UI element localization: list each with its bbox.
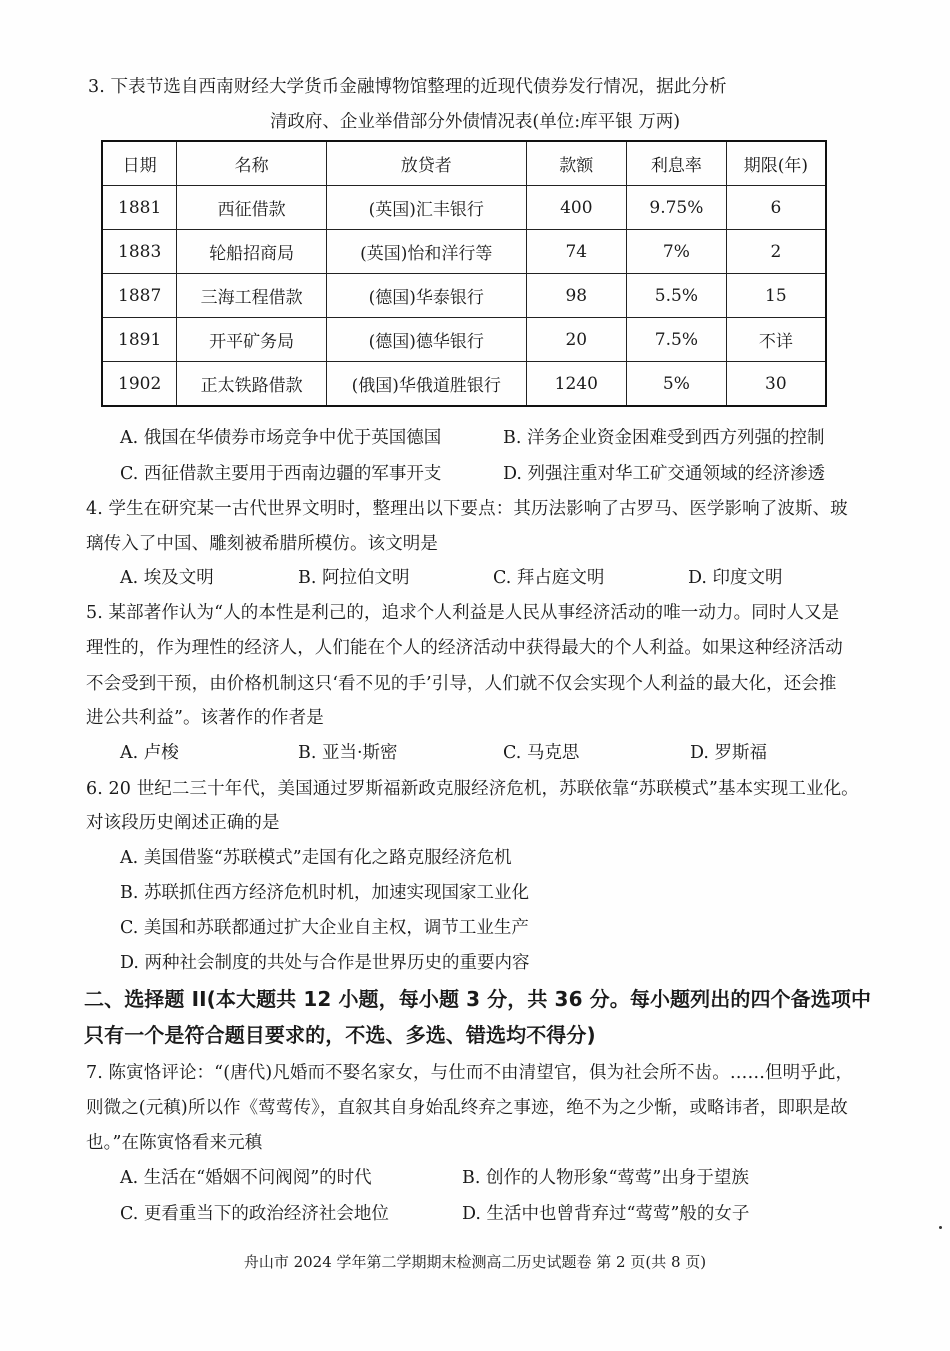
table-header-row [102,141,826,186]
cell-lender: (英国)怡和洋行等 [326,230,526,274]
cell-lender: (德国)德华银行 [326,318,526,362]
cell-term: 不详 [726,318,826,362]
table-title: 清政府、企业举借部分外债情况表(单位:库平银 万两) [269,112,681,132]
cell-rate: 5% [627,362,727,407]
table-row [102,186,826,230]
cell-date: 1883 [102,230,177,274]
q4-option-d[interactable]: D. 印度文明 [688,568,783,588]
scan-speck [939,1226,942,1229]
cell-term: 15 [726,274,826,318]
table-row [102,362,826,407]
col-header-date: 日期 [102,141,177,186]
cell-term: 2 [726,230,826,274]
cell-amount: 98 [526,274,627,318]
q5-option-c[interactable]: C. 马克思 [503,743,580,763]
q7-stem-line1: 7. 陈寅恪评论：“(唐代)凡婚而不娶名家女，与仕而不由清望官，俱为社会所不齿。……但明乎此， [86,1063,854,1083]
q5-stem-line2: 理性的，作为理性的经济人，人们能在个人的经济活动中获得最大的个人利益。如果这种经济活动 [86,638,843,658]
q4-stem-line1: 4. 学生在研究某一古代世界文明时，整理出以下要点：其历法影响了古罗马、医学影响了波斯、玻 [86,499,848,519]
cell-rate: 7% [627,230,727,274]
cell-rate: 5.5% [627,274,727,318]
cell-name: 开平矿务局 [177,318,327,362]
cell-date: 1902 [102,362,177,407]
q4-stem-line2: 璃传入了中国、雕刻被希腊所模仿。该文明是 [86,534,438,554]
q4-option-c[interactable]: C. 拜占庭文明 [493,568,605,588]
q6-stem-line1: 6. 20 世纪二三十年代，美国通过罗斯福新政克服经济危机，苏联依靠“苏联模式”基本实现工业化。 [86,779,859,799]
q7-stem-line3: 也。”在陈寅恪看来元稹 [86,1133,263,1153]
cell-lender: (德国)华泰银行 [326,274,526,318]
q5-stem-line1: 5. 某部著作认为“人的本性是利己的，追求个人利益是人民从事经济活动的唯一动力。同时人又是 [86,603,840,623]
q7-option-d[interactable]: D. 生活中也曾背弃过“莺莺”般的女子 [462,1204,750,1224]
q3-option-b[interactable]: B. 洋务企业资金困难受到西方列强的控制 [503,428,825,448]
cell-name: 正太铁路借款 [177,362,327,407]
foreign-debt-table [101,140,827,407]
q5-stem-line3: 不会受到干预，由价格机制这只‘看不见的手’引导，人们就不仅会实现个人利益的最大化，还会推 [86,674,837,694]
table-row [102,318,826,362]
table-row [102,274,826,318]
cell-amount: 400 [526,186,627,230]
q3-option-d[interactable]: D. 列强注重对华工矿交通领域的经济渗透 [503,464,826,484]
col-header-lender: 放贷者 [326,141,526,186]
col-header-term: 期限(年) [726,141,826,186]
cell-date: 1881 [102,186,177,230]
q7-option-b[interactable]: B. 创作的人物形象“莺莺”出身于望族 [462,1168,749,1188]
q6-option-c[interactable]: C. 美国和苏联都通过扩大企业自主权，调节工业生产 [120,918,529,938]
q5-stem-line4: 进公共利益”。该著作的作者是 [86,708,324,728]
col-header-amount: 款额 [526,141,627,186]
section-heading-line1: 二、选择题 II(本大题共 12 小题，每小题 3 分，共 36 分。每小题列出的四个备选项中 [84,987,872,1011]
q4-option-a[interactable]: A. 埃及文明 [120,568,214,588]
q7-stem-line2: 则微之(元稹)所以作《莺莺传》，直叙其自身始乱终弃之事迹，绝不为之少惭，或略讳者，即职是故 [86,1098,848,1118]
cell-name: 三海工程借款 [177,274,327,318]
q4-option-b[interactable]: B. 阿拉伯文明 [298,568,410,588]
section-heading-line2: 只有一个是符合题目要求的，不选、多选、错选均不得分) [84,1023,596,1047]
col-header-name: 名称 [177,141,327,186]
q3-option-a[interactable]: A. 俄国在华债券市场竞争中优于英国德国 [120,428,442,448]
cell-rate: 9.75% [627,186,727,230]
q6-option-d[interactable]: D. 两种社会制度的共处与合作是世界历史的重要内容 [120,953,530,973]
q5-option-b[interactable]: B. 亚当·斯密 [298,743,398,763]
cell-name: 西征借款 [177,186,327,230]
cell-amount: 20 [526,318,627,362]
cell-term: 30 [726,362,826,407]
q6-stem-line2: 对该段历史阐述正确的是 [86,813,280,833]
cell-amount: 74 [526,230,627,274]
cell-name: 轮船招商局 [177,230,327,274]
cell-lender: (俄国)华俄道胜银行 [326,362,526,407]
page-footer: 舟山市 2024 学年第二学期期末检测高二历史试题卷 第 2 页(共 8 页) [243,1253,707,1271]
cell-date: 1891 [102,318,177,362]
cell-term: 6 [726,186,826,230]
col-header-rate: 利息率 [627,141,727,186]
q7-option-c[interactable]: C. 更看重当下的政治经济社会地位 [120,1204,389,1224]
q6-option-b[interactable]: B. 苏联抓住西方经济危机时机，加速实现国家工业化 [120,883,529,903]
q3-stem: 3. 下表节选自西南财经大学货币金融博物馆整理的近现代债券发行情况，据此分析 [88,77,727,97]
q5-option-d[interactable]: D. 罗斯福 [690,743,768,763]
table-row [102,230,826,274]
q5-option-a[interactable]: A. 卢梭 [120,743,179,763]
cell-rate: 7.5% [627,318,727,362]
q6-option-a[interactable]: A. 美国借鉴“苏联模式”走国有化之路克服经济危机 [120,848,512,868]
q3-option-c[interactable]: C. 西征借款主要用于西南边疆的军事开支 [120,464,442,484]
cell-lender: (英国)汇丰银行 [326,186,526,230]
cell-date: 1887 [102,274,177,318]
cell-amount: 1240 [526,362,627,407]
q7-option-a[interactable]: A. 生活在“婚姻不问阀阅”的时代 [120,1168,372,1188]
